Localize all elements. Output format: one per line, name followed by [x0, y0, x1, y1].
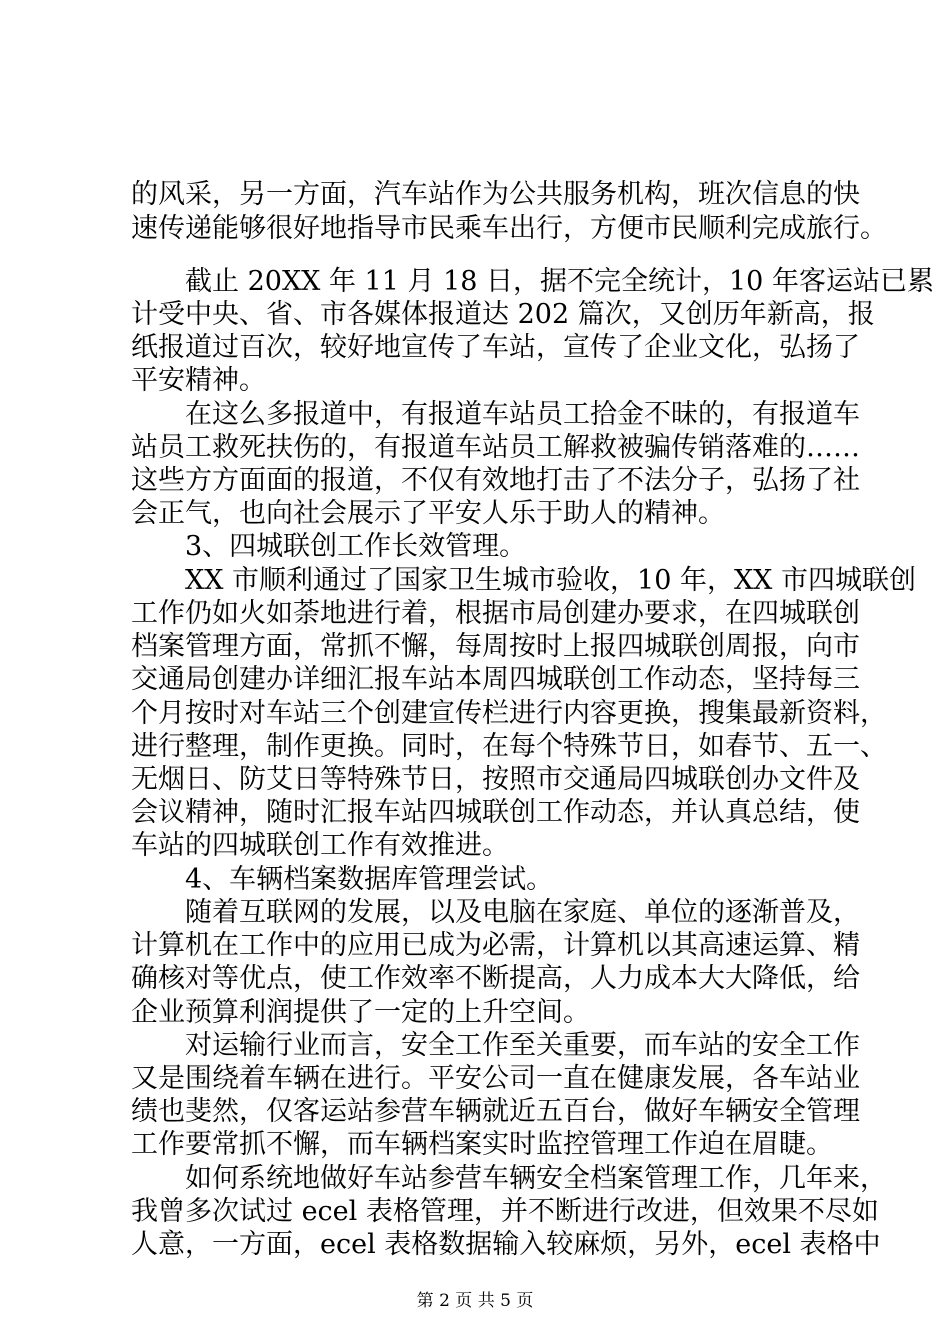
text-line: 工作仍如火如荼地进行着，根据市局创建办要求，在四城联创	[131, 598, 860, 629]
text-line: 企业预算利润提供了一定的上升空间。	[131, 997, 590, 1028]
text-line: 无烟日、防艾日等特殊节日，按照市交通局四城联创办文件及	[131, 764, 860, 795]
text-line: 4、车辆档案数据库管理尝试。	[131, 864, 554, 895]
text-line: XX 市顺利通过了国家卫生城市验收，10 年，XX 市四城联创	[131, 565, 916, 596]
text-line: 纸报道过百次，较好地宣传了车站，宣传了企业文化，弘扬了	[131, 332, 860, 363]
text-line: 又是围绕着车辆在进行。平安公司一直在健康发展，各车站业	[131, 1063, 860, 1094]
text-line: 速传递能够很好地指导市民乘车出行，方便市民顺利完成旅行。	[131, 213, 887, 244]
page-footer: 第 2 页 共 5 页	[416, 1291, 534, 1311]
text-line: 在这么多报道中，有报道车站员工拾金不昧的，有报道车	[131, 399, 860, 430]
text-line: 进行整理，制作更换。同时，在每个特殊节日，如春节、五一、	[131, 731, 887, 762]
text-line: 3、四城联创工作长效管理。	[131, 531, 527, 562]
text-line: 如何系统地做好车站参营车辆安全档案管理工作，几年来，	[131, 1163, 887, 1194]
text-line: 档案管理方面，常抓不懈，每周按时上报四城联创周报，向市	[131, 631, 860, 662]
text-line: 计受中央、省、市各媒体报道达 202 篇次，又创历年新高，报	[131, 299, 875, 330]
text-line: 计算机在工作中的应用已成为必需，计算机以其高速运算、精	[131, 930, 860, 961]
text-line: 车站的四城联创工作有效推进。	[131, 830, 509, 861]
text-line: 平安精神。	[131, 365, 266, 396]
text-line: 会正气，也向社会展示了平安人乐于助人的精神。	[131, 498, 725, 529]
text-line: 人意，一方面，ecel 表格数据输入较麻烦，另外，ecel 表格中	[131, 1229, 881, 1260]
text-line: 绩也斐然，仅客运站参营车辆就近五百台，做好车辆安全管理	[131, 1096, 860, 1127]
text-line: 个月按时对车站三个创建宣传栏进行内容更换，搜集最新资料，	[131, 698, 887, 729]
text-line: 的风采，另一方面，汽车站作为公共服务机构，班次信息的快	[131, 179, 860, 210]
text-line: 工作要常抓不懈，而车辆档案实时监控管理工作迫在眉睫。	[131, 1129, 833, 1160]
text-line: 对运输行业而言，安全工作至关重要，而车站的安全工作	[131, 1030, 860, 1061]
text-line: 站员工救死扶伤的，有报道车站员工解救被骗传销落难的……	[131, 432, 860, 463]
text-line: 会议精神，随时汇报车站四城联创工作动态，并认真总结，使	[131, 797, 860, 828]
text-line: 交通局创建办详细汇报车站本周四城联创工作动态，坚持每三	[131, 664, 860, 695]
text-line: 这些方方面面的报道，不仅有效地打击了不法分子，弘扬了社	[131, 465, 860, 496]
text-line: 我曾多次试过 ecel 表格管理，并不断进行改进，但效果不尽如	[131, 1196, 879, 1227]
text-line: 随着互联网的发展，以及电脑在家庭、单位的逐渐普及，	[131, 897, 860, 928]
text-line: 确核对等优点，使工作效率不断提高，人力成本大大降低，给	[131, 963, 860, 994]
text-line: 截止 20XX 年 11 月 18 日，据不完全统计，10 年客运站已累	[131, 266, 934, 297]
